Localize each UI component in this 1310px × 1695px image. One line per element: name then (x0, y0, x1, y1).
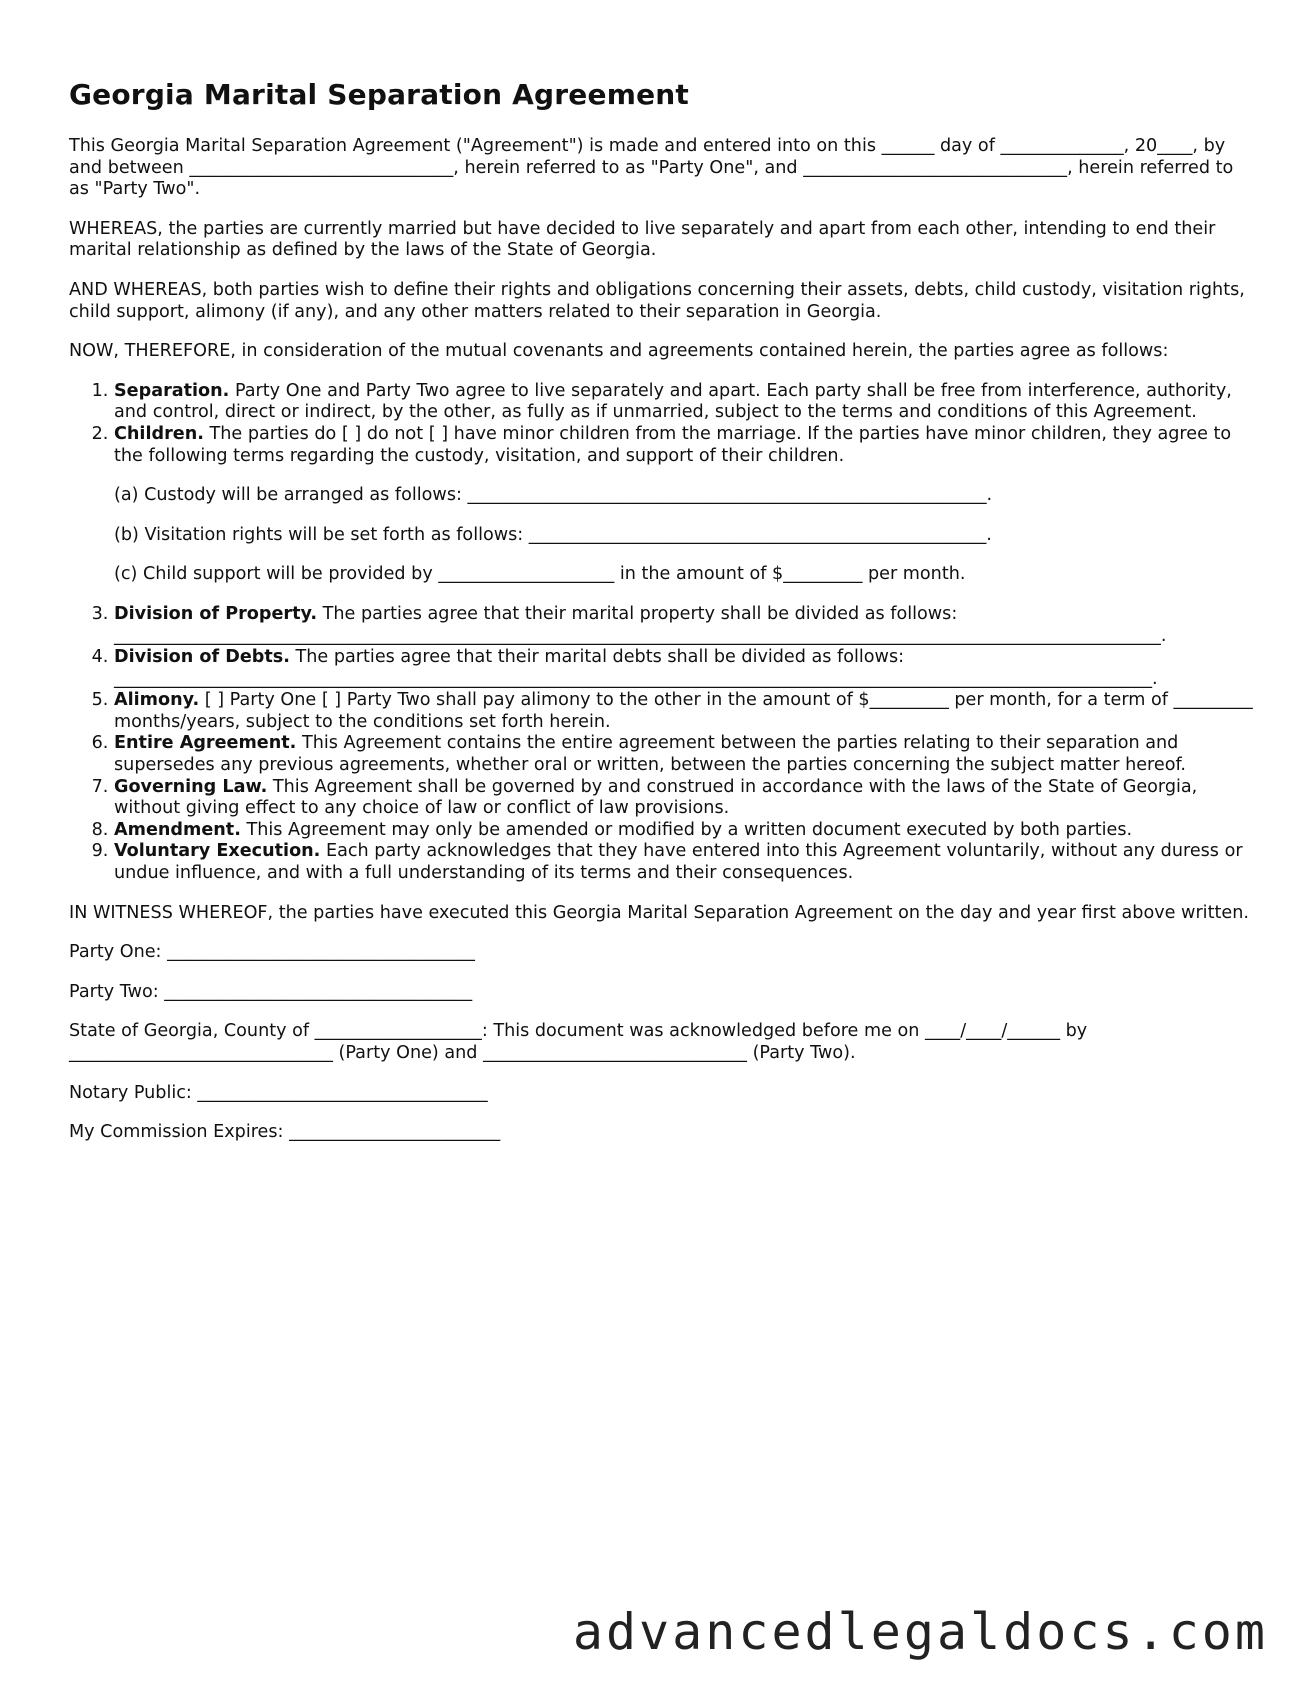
party-one-signature-line: Party One: ___________________________________ (69, 942, 475, 963)
clause-heading: Children. (114, 423, 204, 444)
clause-entire-agreement (114, 733, 1254, 776)
intro-paragraph: This Georgia Marital Separation Agreement ("Agreement") is made and entered into on this ______ day of ______________, 20____, by and between ______________________________, herein referred to as "Party One", and ______________________________, herein referred to as "Party Two". (69, 136, 1234, 200)
clause-list (69, 381, 1254, 885)
document-title: Georgia Marital Separation Agreement (69, 78, 689, 111)
clause-text: Each party acknowledges that they have entered into this Agreement voluntarily, without any duress or undue influence, and with a full understanding of its terms and their consequences. (114, 841, 1243, 884)
clause-text: This Agreement may only be amended or modified by a written document executed by both parties. (240, 819, 1133, 840)
clause-separation (114, 381, 1254, 424)
clause-text: This Agreement contains the entire agreement between the parties relating to their separation and supersedes any previous agreements, whether oral or written, between the parties concerning the subject matter hereof. (114, 733, 1186, 776)
clause-heading: Separation. (114, 380, 230, 401)
acknowledgment-paragraph: State of Georgia, County of ___________________: This document was acknowledged before me on ____/____/______ by ______________________________ (Party One) and ______________________________ (Party Two). (69, 1021, 1088, 1063)
clause-heading: Voluntary Execution. (114, 841, 321, 862)
clause-heading: Alimony. (114, 690, 200, 711)
clause-heading: Entire Agreement. (114, 733, 297, 754)
whereas-paragraph-2: AND WHEREAS, both parties wish to define their rights and obligations concerning their assets, debts, child custody, visitation rights, child support, alimony (if any), and any other matters related to their separation in Georgia. (69, 279, 1245, 322)
clause-amendment (114, 820, 1254, 842)
document-body (69, 136, 1254, 1162)
clause-text: Party One and Party Two agree to live separately and apart. Each party shall be free from interference, authority, and control, direct or indirect, by the other, as fully as if unmarried, subject to the terms and conditions of this Agreement. (114, 380, 1232, 423)
now-therefore-paragraph: NOW, THEREFORE, in consideration of the mutual covenants and agreements contained herein, the parties agree as follows: (69, 341, 1169, 362)
witness-paragraph: IN WITNESS WHEREOF, the parties have executed this Georgia Marital Separation Agreement on the day and year first above written. (69, 902, 1249, 923)
clause-text: The parties agree that their marital property shall be divided as follows: (317, 603, 958, 624)
clause-heading: Amendment. (114, 819, 241, 840)
clause-text: This Agreement shall be governed by and construed in accordance with the laws of the State of Georgia, without giving effect to any choice of law or conflict of law provisions. (114, 776, 1198, 819)
commission-expires-line: My Commission Expires: ________________________ (69, 1122, 501, 1143)
clause-heading: Division of Property. (114, 603, 318, 624)
clause-heading: Governing Law. (114, 776, 268, 797)
clause-alimony (114, 690, 1254, 733)
whereas-paragraph-1: WHEREAS, the parties are currently married but have decided to live separately and apart from each other, intending to end their marital relationship as defined by the laws of the State of Georgia. (69, 218, 1216, 261)
party-two-signature-line: Party Two: ___________________________________ (69, 981, 473, 1002)
clause-heading: Division of Debts. (114, 647, 290, 668)
clause-division-of-debts (114, 647, 1254, 690)
site-watermark: advancedlegaldocs.com (572, 1603, 1268, 1661)
child-support-line: (c) Child support will be provided by ____________________ in the amount of $_________ per month. (114, 564, 966, 585)
clause-governing-law (114, 777, 1254, 820)
debts-blank-line: ______________________________________________________________________________________________________________________. (114, 668, 1158, 689)
clause-voluntary-execution (114, 841, 1254, 884)
notary-public-line: Notary Public: _________________________________ (69, 1082, 488, 1103)
clause-division-of-property (114, 604, 1254, 647)
clause-text: The parties agree that their marital debts shall be divided as follows: (289, 647, 905, 668)
visitation-line: (b) Visitation rights will be set forth as follows: ____________________________________________________. (114, 524, 992, 545)
clause-text: [ ] Party One [ ] Party Two shall pay alimony to the other in the amount of $_________ per month, for a term of _________ months/years, subject to the conditions set forth herein. (114, 690, 1253, 732)
custody-line: (a) Custody will be arranged as follows: ___________________________________________________________. (114, 485, 993, 506)
clause-text: The parties do [ ] do not [ ] have minor children from the marriage. If the parties have minor children, they agree to the following terms regarding the custody, visitation, and support of their children. (114, 423, 1232, 466)
clause-children (114, 424, 1254, 586)
property-blank-line: _______________________________________________________________________________________________________________________. (114, 625, 1167, 646)
